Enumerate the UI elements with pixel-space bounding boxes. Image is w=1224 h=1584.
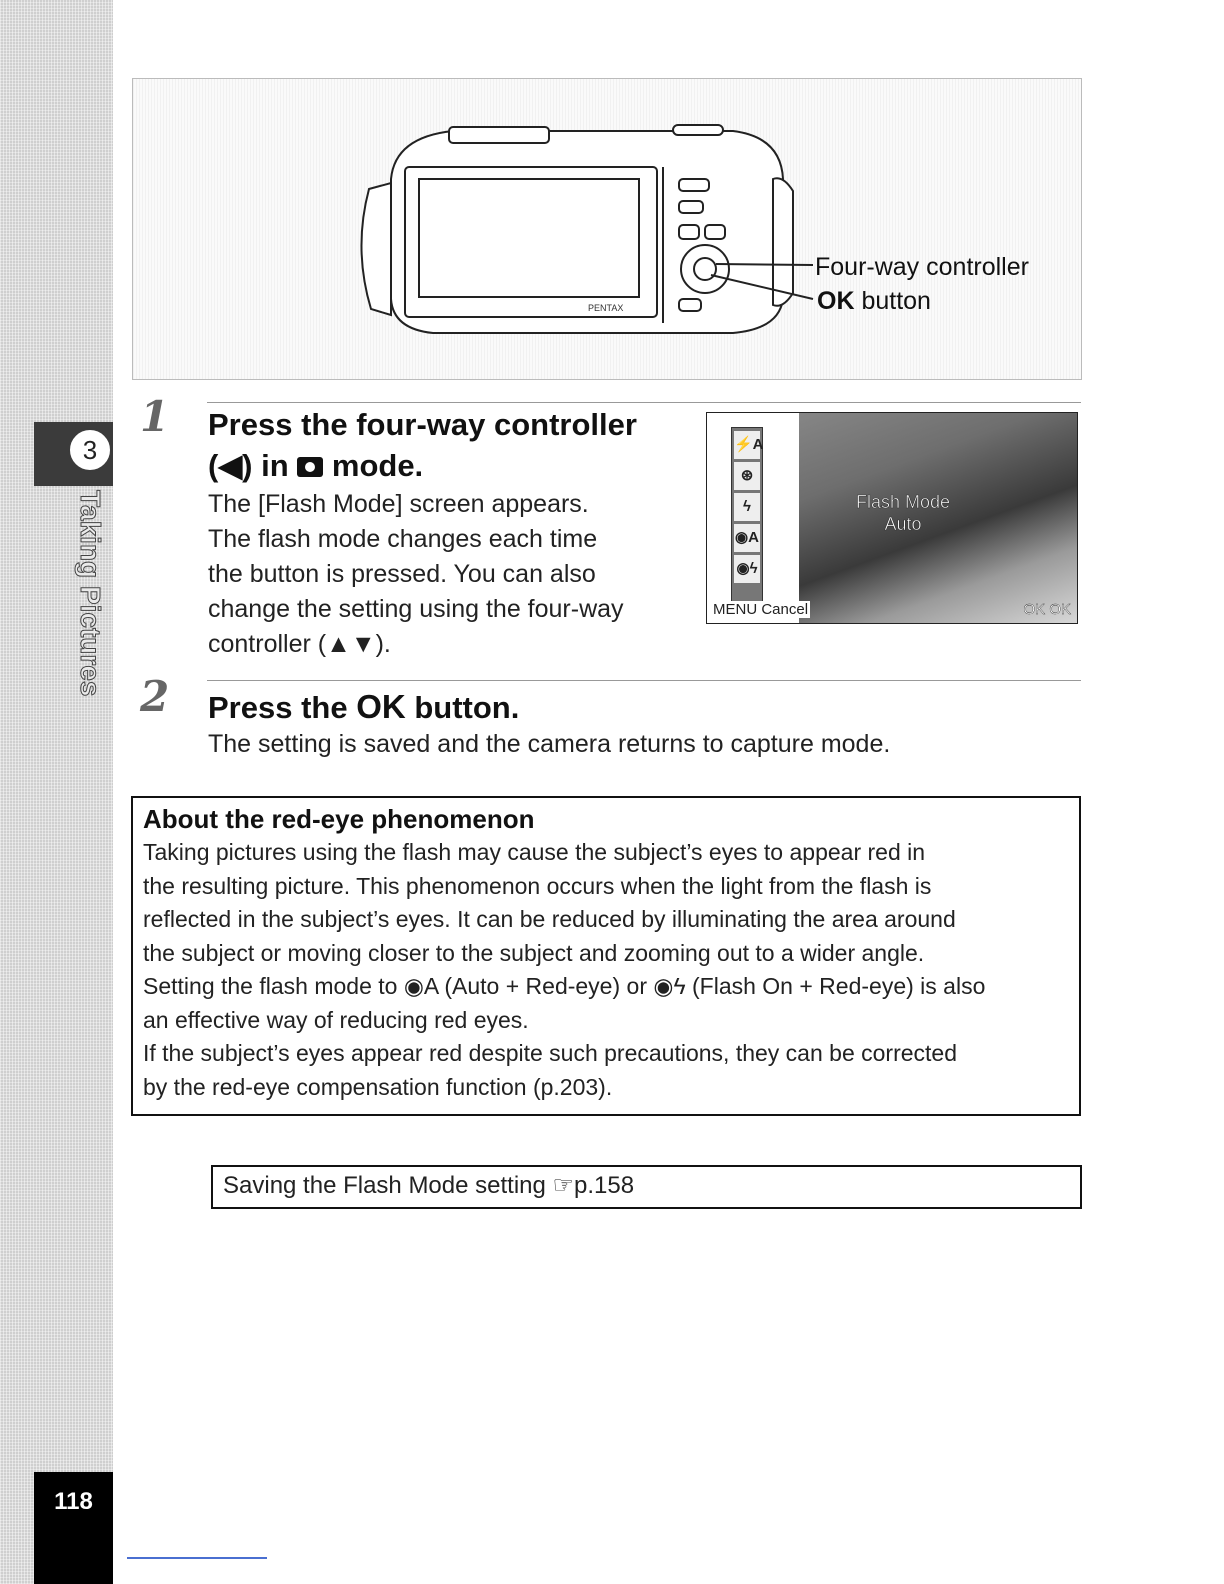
note-line: an effective way of reducing red eyes. bbox=[143, 1006, 529, 1033]
flash-on-icon: ϟ bbox=[734, 493, 760, 521]
step2-body: The setting is saved and the camera returns to capture mode. bbox=[208, 730, 891, 758]
note-line: the resulting picture. This phenomenon occurs when the light from the flash is bbox=[143, 872, 932, 899]
callout-ok-button bbox=[817, 287, 931, 316]
step1-body bbox=[208, 487, 688, 662]
step1-heading-arrow: (◀) in bbox=[208, 448, 298, 483]
callout-ok-rest: button bbox=[854, 287, 931, 315]
flash-mode-label: Flash Mode bbox=[855, 492, 951, 512]
step2-heading-ok: OK bbox=[356, 688, 406, 725]
note-line: the subject or moving closer to the subject and zooming out to a wider angle. bbox=[143, 939, 925, 966]
red-eye-note bbox=[131, 796, 1081, 1116]
chapter-number: 3 bbox=[68, 428, 112, 472]
callout-four-way-controller: Four-way controller bbox=[815, 253, 1029, 281]
reference-link-box[interactable]: Saving the Flash Mode setting ☞p.158 bbox=[211, 1165, 1082, 1209]
step1-heading bbox=[208, 404, 698, 486]
step2-heading bbox=[208, 686, 1068, 728]
step1-body-line: change the setting using the four-way bbox=[208, 595, 624, 623]
flash-mode-value: Auto bbox=[884, 514, 922, 534]
step2-divider bbox=[207, 680, 1081, 681]
note-text bbox=[143, 836, 1069, 1104]
page-number: 118 bbox=[34, 1472, 113, 1584]
camera-back-illustration bbox=[133, 79, 1083, 381]
step2-heading-pre: Press the bbox=[208, 690, 357, 725]
step1-body-line: The [Flash Mode] screen appears. bbox=[208, 490, 589, 518]
callout-ok-bold: OK bbox=[817, 287, 855, 315]
flash-on-red-eye-icon: ◉ϟ bbox=[734, 555, 760, 583]
auto-red-eye-icon: ◉A bbox=[734, 524, 760, 552]
ok-label: OK OK bbox=[1023, 601, 1071, 618]
step2-heading-post: button. bbox=[405, 690, 520, 725]
flash-off-icon: ⊛ bbox=[734, 462, 760, 490]
step1-divider bbox=[207, 402, 1081, 403]
step1-heading-line2 bbox=[208, 445, 698, 486]
footer-line bbox=[127, 1557, 267, 1559]
note-line: by the red-eye compensation function (p.203). bbox=[143, 1073, 613, 1100]
menu-cancel-label: MENU Cancel bbox=[713, 601, 809, 618]
flash-auto-icon: ⚡A bbox=[734, 431, 760, 459]
step1-heading-end: mode. bbox=[323, 448, 424, 483]
brand-label: PENTAX bbox=[588, 303, 624, 313]
chapter-sidebar bbox=[0, 0, 113, 1584]
step1-body-line: the button is pressed. You can also bbox=[208, 560, 596, 588]
camera-icon bbox=[297, 457, 323, 477]
step1-heading-line1: Press the four-way controller bbox=[208, 407, 637, 442]
note-line: If the subject’s eyes appear red despite such precautions, they can be corrected bbox=[143, 1040, 958, 1066]
note-line: reflected in the subject’s eyes. It can be reduced by illuminating the area around bbox=[143, 906, 956, 932]
note-line: Taking pictures using the flash may cause the subject’s eyes to appear red in bbox=[143, 839, 926, 865]
flash-icon-list bbox=[731, 427, 763, 603]
step1-number: 1 bbox=[140, 392, 170, 441]
camera-figure bbox=[132, 78, 1082, 380]
note-line: Setting the flash mode to ◉A (Auto + Red-eye) or ◉ϟ (Flash On + Red-eye) is also bbox=[143, 973, 986, 999]
step1-body-line: The flash mode changes each time bbox=[208, 525, 598, 553]
flash-selection bbox=[853, 491, 953, 535]
note-title: About the red-eye phenomenon bbox=[143, 804, 535, 834]
step1-body-line: controller (▲▼). bbox=[208, 630, 391, 658]
step2-number: 2 bbox=[140, 672, 170, 721]
chapter-title: Taking Pictures bbox=[75, 490, 106, 697]
flash-mode-screen bbox=[706, 412, 1078, 624]
